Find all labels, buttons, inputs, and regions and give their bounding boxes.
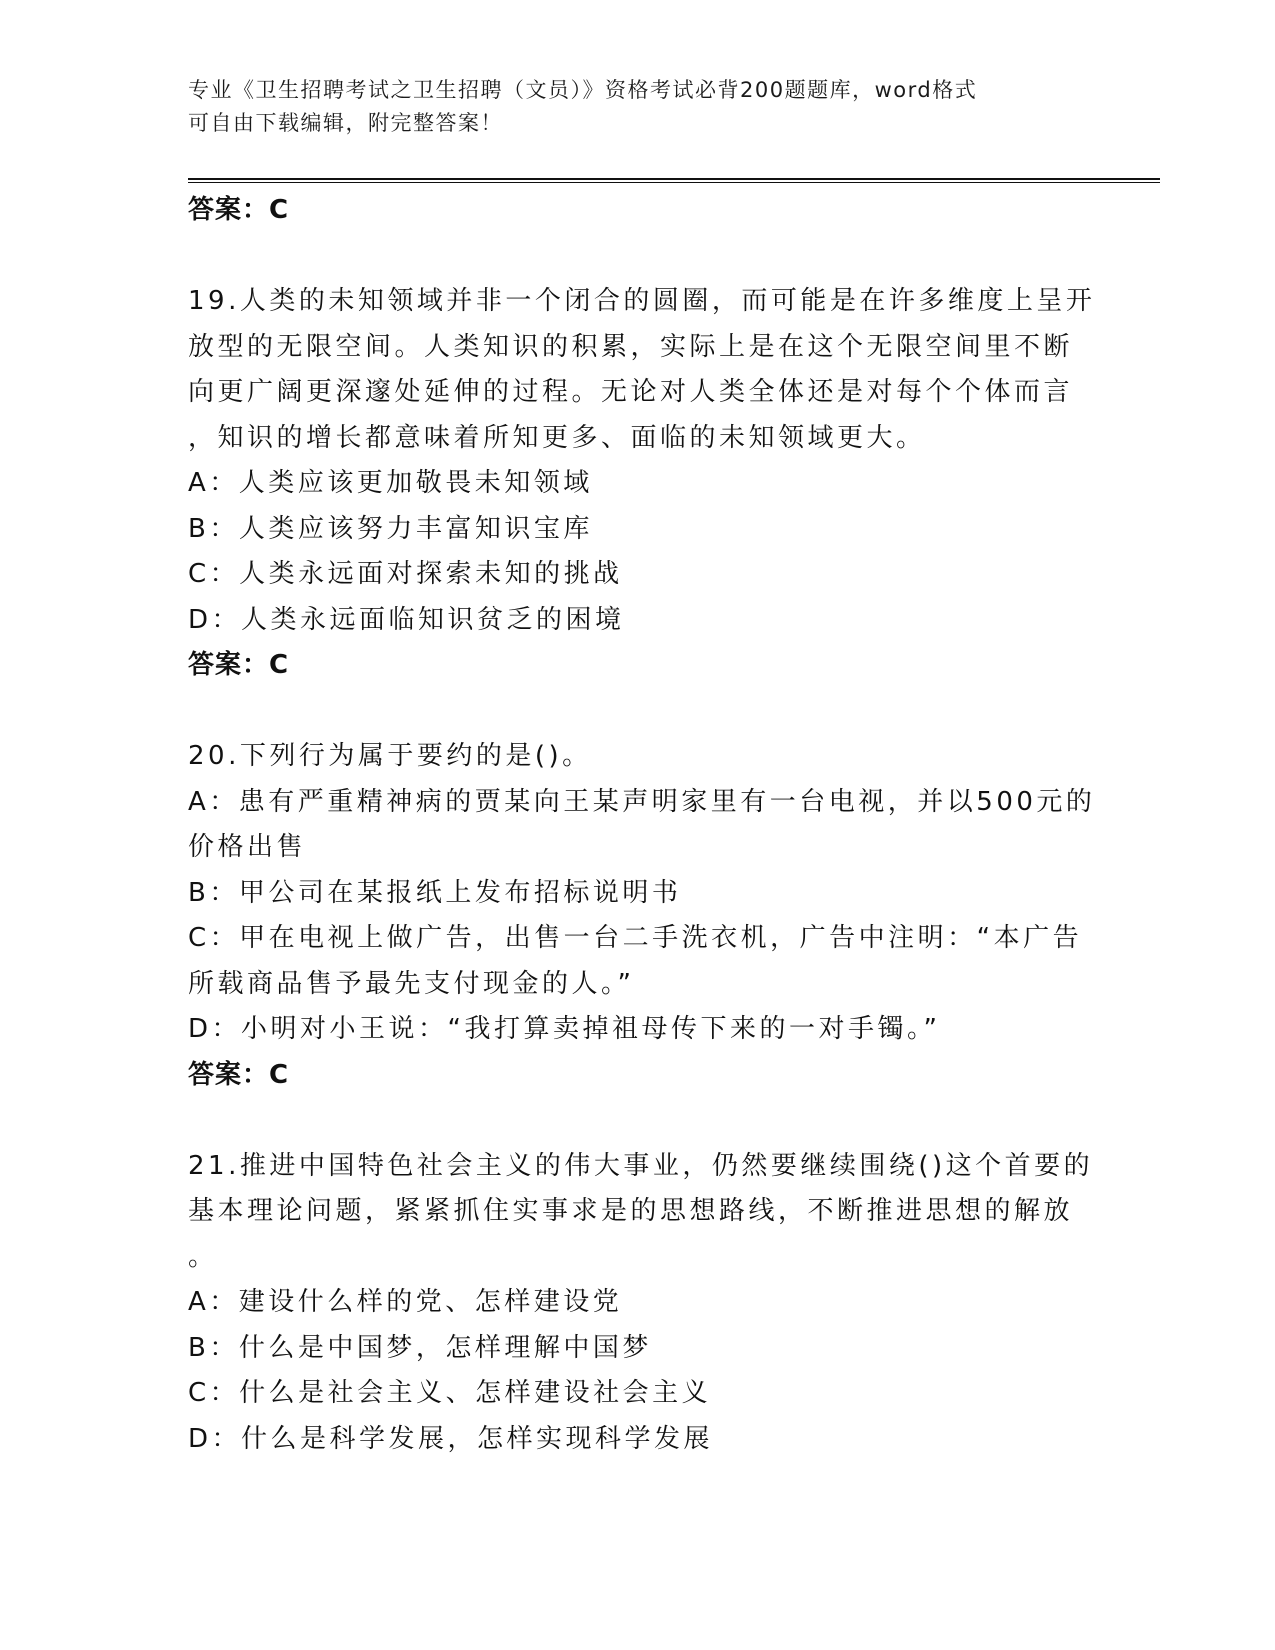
answer-line: 答案：C (188, 650, 290, 680)
header-divider-thin (188, 182, 1160, 183)
spacer (188, 1098, 1088, 1144)
option-c: 所载商品售予最先支付现金的人。” (188, 968, 635, 999)
option-a: A：患有严重精神病的贾某向王某声明家里有一台电视，并以500元的 (188, 786, 1096, 817)
spacer (188, 689, 1088, 735)
page-header (188, 74, 1088, 140)
question-list (188, 279, 1096, 1462)
question-block (188, 1144, 1094, 1463)
header-line-2: 可自由下载编辑，附完整答案！ (188, 111, 503, 135)
option-b: B：什么是中国梦，怎样理解中国梦 (188, 1332, 652, 1363)
option-b: B：甲公司在某报纸上发布招标说明书 (188, 877, 682, 908)
question-stem-line: 放型的无限空间。人类知识的积累，实际上是在这个无限空间里不断 (188, 331, 1074, 362)
question-stem-line: 21.推进中国特色社会主义的伟大事业，仍然要继续围绕()这个首要的 (188, 1150, 1094, 1181)
header-divider (188, 178, 1160, 180)
question-stem-line: ，知识的增长都意味着所知更多、面临的未知领域更大。 (188, 422, 926, 453)
question-stem-line: 20.下列行为属于要约的是()。 (188, 741, 592, 771)
option-c: C：人类永远面对探索未知的挑战 (188, 559, 623, 589)
question-block (188, 734, 1096, 1144)
question-stem-line: 向更广阔更深邃处延伸的过程。无论对人类全体还是对每个个体而言 (188, 377, 1074, 407)
answer-line: 答案：C (188, 1059, 290, 1090)
option-a: A：人类应该更加敬畏未知领域 (188, 468, 593, 498)
option-c: C：甲在电视上做广告，出售一台二手洗衣机，广告中注明：“本广告 (188, 923, 1083, 953)
option-d: D：什么是科学发展，怎样实现科学发展 (188, 1423, 714, 1454)
spacer (188, 234, 1088, 280)
option-c: C：什么是社会主义、怎样建设社会主义 (188, 1378, 712, 1408)
option-d: D：小明对小王说：“我打算卖掉祖母传下来的一对手镯。” (188, 1014, 941, 1044)
question-stem-line: 19.人类的未知领域并非一个闭合的圆圈，而可能是在许多维度上呈开 (188, 286, 1096, 316)
option-a: 价格出售 (188, 832, 307, 862)
option-b: B：人类应该努力丰富知识宝库 (188, 513, 593, 544)
option-d: D：人类永远面临知识贫乏的困境 (188, 604, 625, 635)
question-stem-line: 基本理论问题，紧紧抓住实事求是的思想路线，不断推进思想的解放 (188, 1196, 1074, 1226)
option-a: A：建设什么样的党、怎样建设党 (188, 1287, 623, 1317)
question-stem-line: 。 (188, 1241, 218, 1272)
previous-answer: 答案：C (188, 195, 290, 225)
document-body (188, 188, 1096, 1462)
question-block (188, 279, 1096, 734)
header-line-1: 专业《卫生招聘考试之卫生招聘（文员）》资格考试必背200题题库，word格式 (188, 78, 978, 102)
